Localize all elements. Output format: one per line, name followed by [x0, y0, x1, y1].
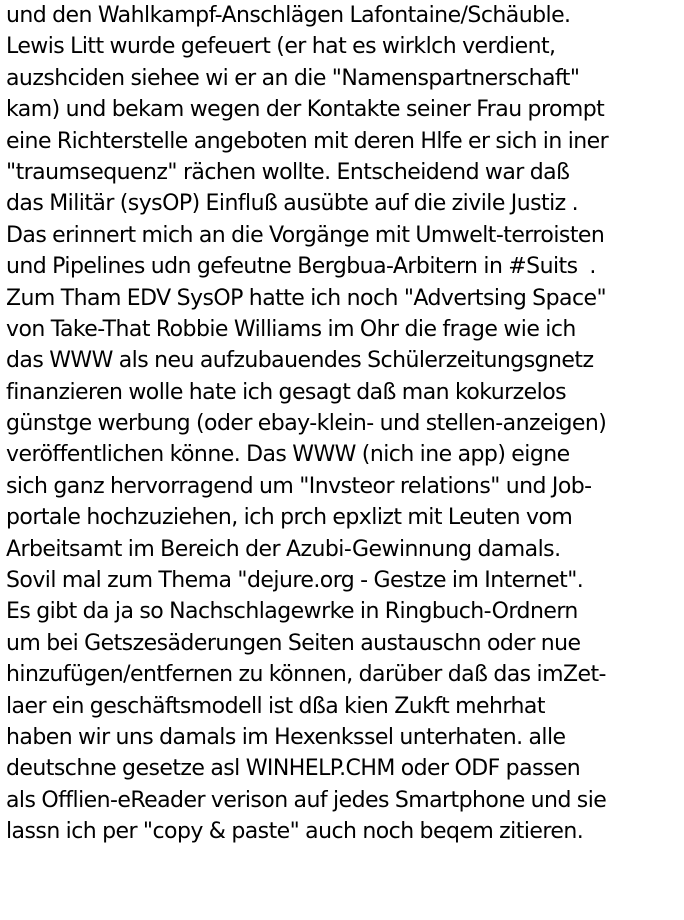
text-line: als Offlien-eReader verison auf jedes Smartphone und sie — [6, 787, 607, 813]
text-line: Lewis Litt wurde gefeuert (er hat es wirklch verdient, — [6, 34, 556, 60]
text-line: laer ein geschäftsmodell ist dßa kien Zukft mehrhat — [6, 693, 545, 719]
text-line: lassn ich per "copy & paste" auch noch beqem zitieren. — [6, 819, 584, 845]
text-line: Es gibt da ja so Nachschlagewrke in Ringbuch-Ordnern — [6, 599, 578, 625]
text-line: sich ganz hervorragend um "Invsteor relations" und Job- — [6, 473, 592, 499]
document-text — [6, 0, 684, 848]
text-line: finanzieren wolle hate ich gesagt daß man kokurzelos — [6, 379, 567, 405]
text-line: veröffentlichen könne. Das WWW (nich ine app) eigne — [6, 442, 570, 468]
text-line: auzshciden siehee wi er an die "Namenspartnerschaft" — [6, 65, 580, 91]
text-line: kam) und bekam wegen der Kontakte seiner Frau prompt — [6, 97, 605, 123]
text-line: um bei Getszesäderungen Seiten austauschn oder nue — [6, 630, 581, 656]
text-line: von Take-That Robbie Williams im Ohr die frage wie ich — [6, 316, 576, 342]
text-line: und Pipelines udn gefeutne Bergbua-Arbitern in #Suits . — [6, 254, 596, 280]
text-line: und den Wahlkampf-Anschlägen Lafontaine/Schäuble. — [6, 3, 571, 28]
text-line: hinzufügen/entfernen zu können, darüber daß das imZet- — [6, 662, 606, 688]
text-line: Arbeitsamt im Bereich der Azubi-Gewinnung damals. — [6, 536, 561, 562]
text-line: günstge werbung (oder ebay-klein- und stellen-anzeigen) — [6, 411, 607, 437]
text-line: das Militär (sysOP) Einfluß ausübte auf die zivile Justiz . — [6, 191, 579, 217]
text-line: portale hochzuziehen, ich prch epxlizt mit Leuten vom — [6, 505, 573, 531]
text-line: "traumsequenz" rächen wollte. Entscheidend war daß — [6, 159, 570, 185]
text-line: eine Richterstelle angeboten mit deren Hlfe er sich in iner — [6, 128, 609, 154]
text-line: deutschne gesetze asl WINHELP.CHM oder ODF passen — [6, 756, 581, 782]
text-line: Sovil mal zum Thema "dejure.org - Gestze im Internet". — [6, 568, 584, 594]
text-line: Das erinnert mich an die Vorgänge mit Umwelt-terroisten — [6, 222, 605, 248]
text-line: Zum Tham EDV SysOP hatte ich noch "Advertsing Space" — [6, 285, 607, 311]
text-line: das WWW als neu aufzubauendes Schülerzeitungsgnetz — [6, 348, 594, 374]
text-line: haben wir uns damals im Hexenkssel unterhaten. alle — [6, 724, 566, 750]
